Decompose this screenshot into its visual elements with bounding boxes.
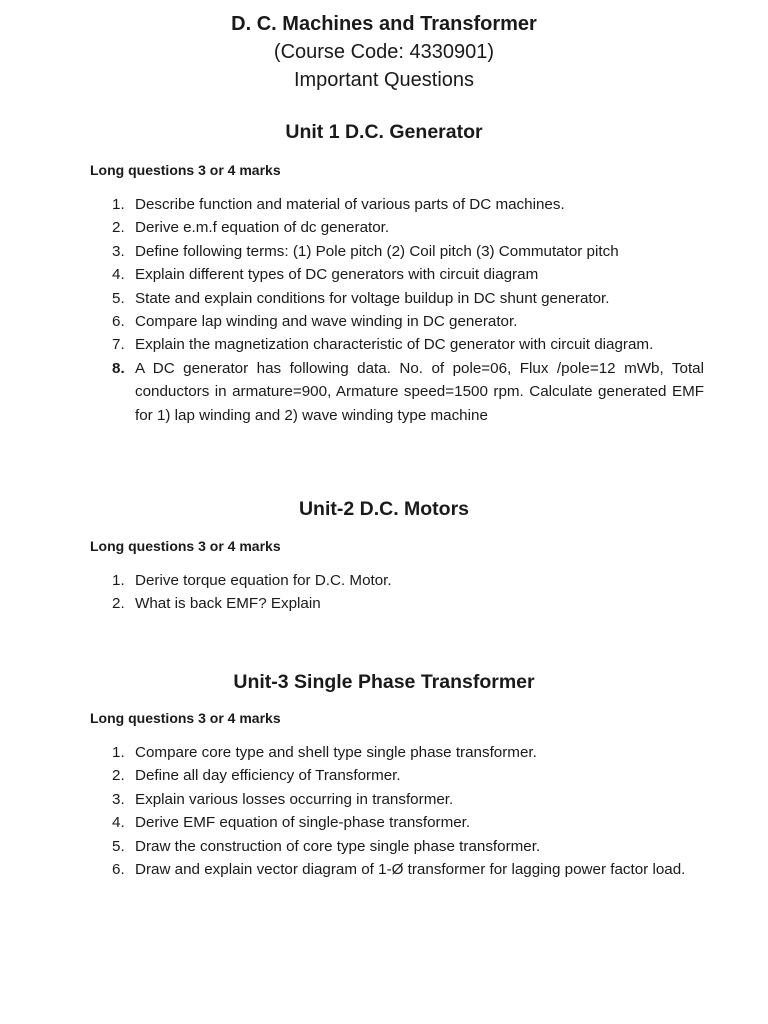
unit-heading: Unit-3 Single Phase Transformer <box>233 670 535 693</box>
question-text: State and explain conditions for voltage buildup in DC shunt generator. <box>135 289 610 307</box>
question-number: 2. <box>112 767 125 785</box>
question-number: 4. <box>112 266 125 284</box>
question-text: What is back EMF? Explain <box>135 595 321 613</box>
question-list <box>90 741 704 881</box>
question-text: Draw the construction of core type single phase transformer. <box>135 837 541 855</box>
question-number: 5. <box>112 837 125 855</box>
question-item <box>90 287 704 310</box>
question-text: A DC generator has following data. No. of pole=06, Flux /pole=12 mWb, Total conductors in armature=900, Armature speed=1500 rpm. Calculate generated EMF for 1) lap winding and 2) wave winding type machine <box>135 359 704 424</box>
question-text: Compare lap winding and wave winding in DC generator. <box>135 313 518 331</box>
question-text: Draw and explain vector diagram of 1-Ø transformer for lagging power factor load. <box>135 860 686 878</box>
question-number: 5. <box>112 289 125 307</box>
question-item <box>90 592 704 615</box>
course-code: (Course Code: 4330901) <box>273 41 495 63</box>
unit-heading: Unit-2 D.C. Motors <box>298 498 470 521</box>
question-text: Define all day efficiency of Transformer. <box>135 767 401 785</box>
question-list <box>90 569 704 616</box>
question-item <box>90 835 704 858</box>
document-header <box>64 10 704 94</box>
question-item <box>90 193 704 216</box>
unit-section <box>90 668 704 881</box>
document-subtitle: Important Questions <box>293 69 475 91</box>
question-text: Explain the magnetization characteristic of DC generator with circuit diagram. <box>135 336 654 354</box>
unit-section <box>90 118 704 427</box>
question-number: 3. <box>112 790 125 808</box>
question-number: 1. <box>112 196 125 213</box>
question-number: 1. <box>112 572 125 590</box>
question-item <box>90 263 704 286</box>
question-item <box>90 788 704 811</box>
question-item <box>90 216 704 239</box>
question-item <box>90 741 704 764</box>
question-item <box>90 357 704 427</box>
question-item <box>90 569 704 592</box>
question-number: 6. <box>112 860 125 878</box>
question-text: Derive e.m.f equation of dc generator. <box>135 219 390 237</box>
question-text: Explain various losses occurring in transformer. <box>135 790 454 808</box>
question-list <box>90 193 704 427</box>
question-text: Describe function and material of various parts of DC machines. <box>135 196 565 213</box>
section-label: Long questions 3 or 4 marks <box>90 538 281 555</box>
question-item <box>90 333 704 356</box>
question-text: Define following terms: (1) Pole pitch (2) Coil pitch (3) Commutator pitch <box>135 242 619 260</box>
question-item <box>90 240 704 263</box>
question-number: 8. <box>112 359 125 377</box>
question-number: 2. <box>112 219 125 237</box>
question-text: Derive EMF equation of single-phase transformer. <box>135 814 471 832</box>
question-text: Compare core type and shell type single phase transformer. <box>135 743 537 761</box>
question-item <box>90 310 704 333</box>
question-text: Explain different types of DC generators with circuit diagram <box>135 266 539 284</box>
question-number: 6. <box>112 313 125 331</box>
question-text: Derive torque equation for D.C. Motor. <box>135 572 392 590</box>
section-label: Long questions 3 or 4 marks <box>90 709 281 726</box>
question-item <box>90 811 704 834</box>
question-number: 2. <box>112 595 125 613</box>
question-item <box>90 764 704 787</box>
question-number: 7. <box>112 336 125 354</box>
question-number: 1. <box>112 743 125 761</box>
question-number: 4. <box>112 814 125 832</box>
unit-section <box>90 495 704 616</box>
document-title: D. C. Machines and Transformer <box>231 13 537 35</box>
section-label: Long questions 3 or 4 marks <box>90 162 281 178</box>
unit-heading: Unit 1 D.C. Generator <box>285 121 483 143</box>
question-number: 3. <box>112 242 125 260</box>
question-item <box>90 858 704 881</box>
